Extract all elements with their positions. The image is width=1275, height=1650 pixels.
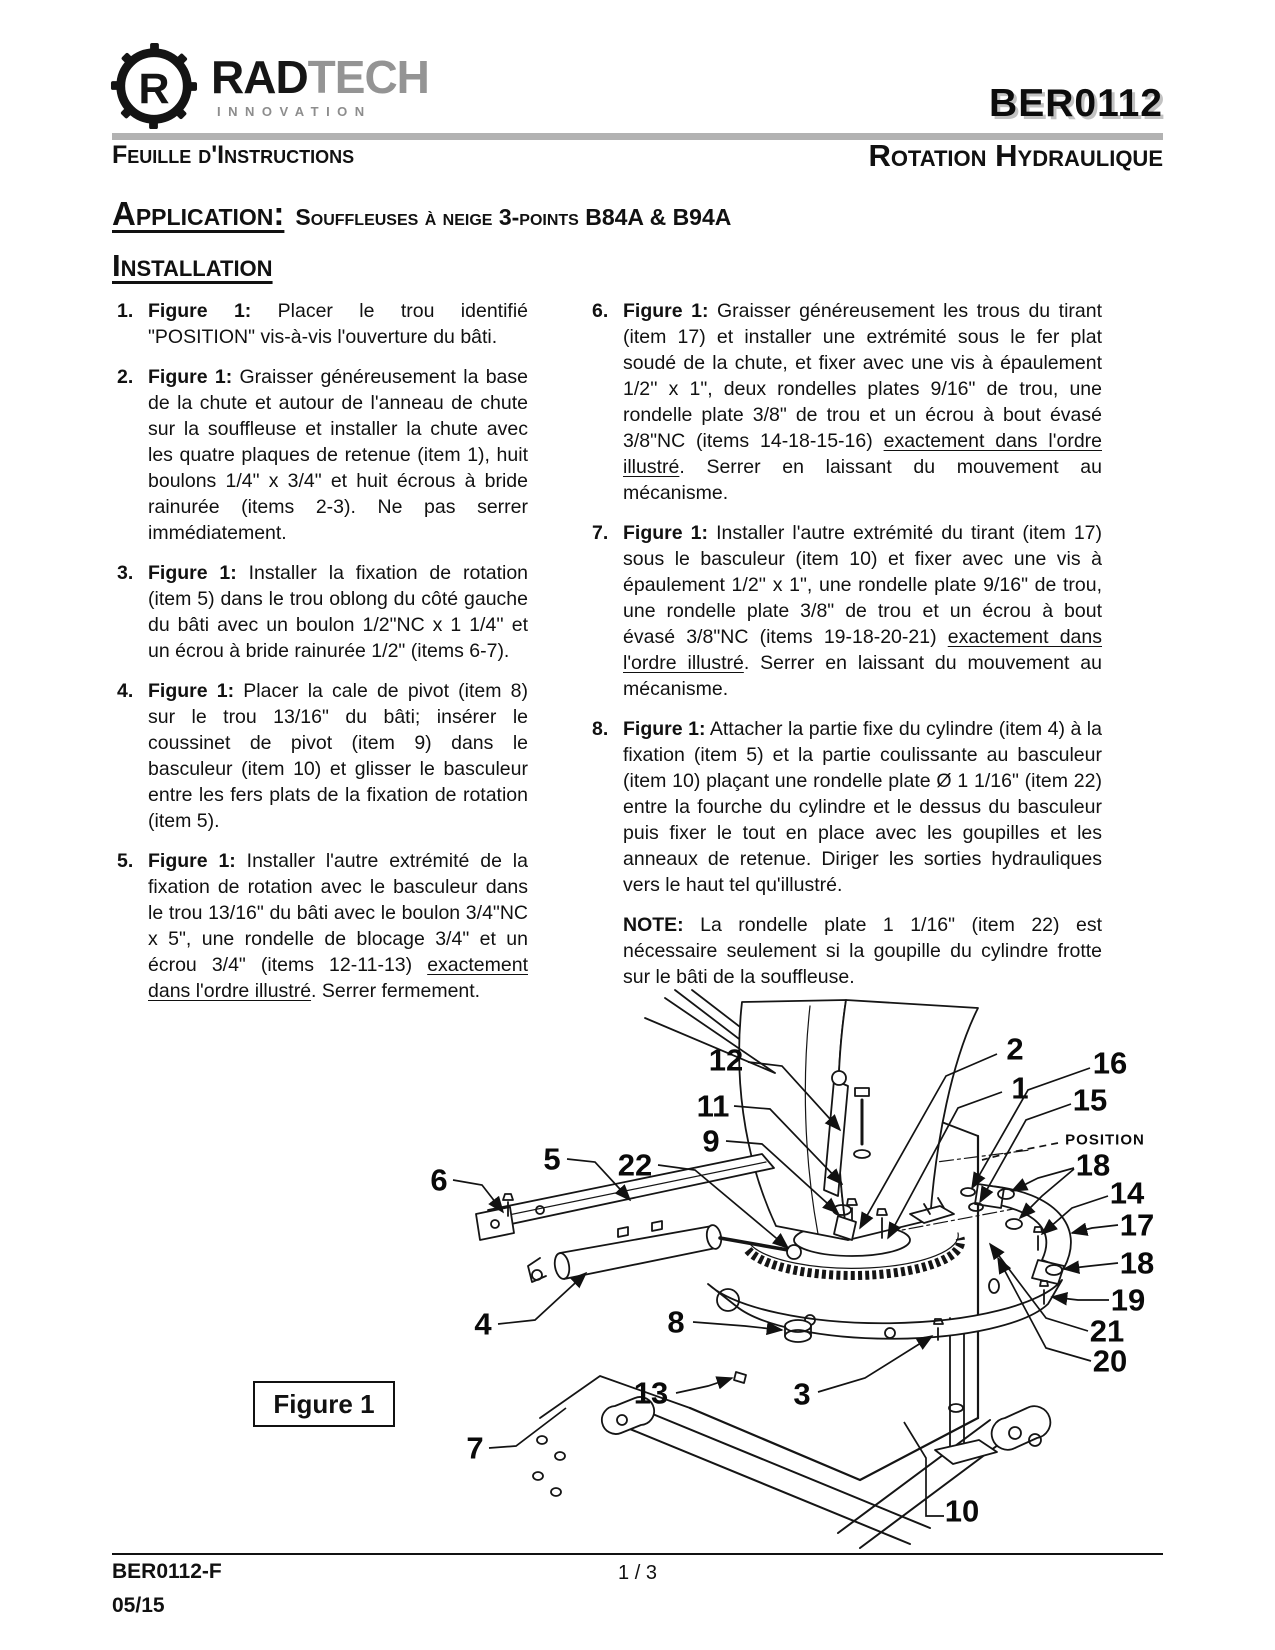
callout-label: 3: [793, 1376, 811, 1412]
callout-label: 5: [543, 1141, 561, 1177]
callout-label: 18: [1075, 1147, 1111, 1183]
radtech-gear-badge-icon: [110, 42, 198, 130]
instruction-text: Figure 1: Placer le trou identifié "POSITION" vis-à-vis l'ouverture du bâti.: [148, 300, 529, 348]
callout-label: 16: [1092, 1045, 1128, 1081]
instruction-text: Figure 1: Installer la fixation de rotation (item 5) dans le trou oblong du côté gauche du bâti avec un boulon 1/2"NC x 1 1/4'' et un écrou à bride rainurée 1/2" (items 6-7).: [148, 562, 529, 662]
instructions: [117, 298, 1102, 1018]
callout-leader: [498, 1273, 586, 1324]
callout-leader: [818, 1336, 932, 1392]
instruction-text: Figure 1: Graisser généreusement les trous du tirant (item 17) et installer une extrémité sous le fer plat soudé de la chute, et fixer avec une vis à épaulement 1/2'' x 1", deux rondelles plates 9/16" de trou, une rondelle plate 3/8" de trou et un écrou à bout évasé 3/8"NC (items 14-18-15-16) exactement dans l'ordre illustré. Serrer en laissant du mouvement au mécanisme.: [623, 300, 1102, 504]
callout-label: 18: [1119, 1245, 1155, 1281]
instruction-item: [592, 912, 1102, 990]
callout-label: 6: [430, 1162, 448, 1198]
instruction-number: 4.: [117, 680, 134, 702]
callout-label: 13: [633, 1375, 669, 1411]
footer-doc-code: BER0112-F: [112, 1560, 222, 1583]
callout-leader: [1064, 1263, 1118, 1269]
instruction-item: [592, 298, 1102, 506]
callout-label: POSITION: [1065, 1131, 1145, 1149]
callout-label: 8: [667, 1304, 685, 1340]
footer-date: 05/15: [112, 1594, 165, 1617]
application-label: Application:: [112, 195, 285, 232]
kit-title: Rotation Hydraulique: [868, 138, 1163, 173]
instructions-left-column: [117, 298, 528, 1018]
instruction-text: Figure 1: Graisser généreusement la base de la chute et autour de l'anneau de chute sur la souffleuse et installer la chute avec les quatre plaques de retenue (item 1), huit boulons 1/4" x 3/4" et huit écrous à bride rainurée (items 2-3). Ne pas serrer immédiatement.: [148, 366, 529, 544]
instruction-number: 5.: [117, 850, 134, 872]
callout-leader: [453, 1180, 503, 1212]
installation-heading: Installation: [112, 248, 273, 283]
instruction-number: 1.: [117, 300, 134, 322]
callout-label: 9: [702, 1123, 720, 1159]
radtech-logo: [110, 42, 429, 130]
callout-leader: [676, 1378, 732, 1393]
instruction-text: Figure 1: Installer l'autre extrémité du tirant (item 17) sous le basculeur (item 10) et fixer avec une vis à épaulement 1/2'' x 1", une rondelle plate 9/16" de trou, une rondelle plate 3/8" de trou et un écrou à bout évasé 3/8"NC (items 19-18-20-21) exactement dans l'ordre illustré. Serrer en laissant du mouvement au mécanisme.: [623, 522, 1103, 700]
basculeur-part: [708, 1280, 1062, 1342]
instruction-item: [117, 298, 528, 350]
callout-label: 7: [466, 1430, 484, 1466]
instruction-text: Figure 1: Installer l'autre extrémité de la fixation de rotation avec le basculeur dans le trou 13/16" du bâti avec le boulon 3/4"NC x 5", une rondelle de blocage 3/4" et un écrou 3/4" (items 12-11-13) exactement dans l'ordre illustré. Serrer fermement.: [148, 850, 528, 1002]
callout-label: 15: [1072, 1082, 1108, 1118]
callout-label: 14: [1109, 1175, 1145, 1211]
instruction-item: [592, 520, 1102, 702]
callout-label: 4: [474, 1306, 492, 1342]
brand-rad: RAD: [211, 50, 308, 103]
instruction-text: NOTE: La rondelle plate 1 1/16" (item 22) est nécessaire seulement si la goupille du cylindre frotte sur le bâti de la souffleuse.: [623, 914, 1102, 988]
callout-label: 10: [944, 1493, 980, 1529]
callout-label: 21: [1089, 1313, 1125, 1349]
brand-tagline: INNOVATION: [217, 103, 372, 119]
figure-label: Figure 1: [253, 1381, 395, 1427]
callout-label: 1: [1011, 1070, 1029, 1106]
instruction-number: 6.: [592, 300, 609, 322]
brand-tech: TECH: [307, 50, 429, 103]
application-heading: [112, 195, 731, 233]
instruction-item: [117, 364, 528, 546]
instruction-text: Figure 1: Attacher la partie fixe du cylindre (item 4) à la fixation (item 5) et la partie coulissante au basculeur (item 10) plaçant une rondelle plate Ø 1 1/16" (item 22) entre la fourche du cylindre et le dessus du basculeur puis fixer le tout en place avec les goupilles et les anneaux de retenue. Diriger les sorties hydrauliques vers le haut tel qu'illustré.: [623, 718, 1102, 896]
callout-label: 19: [1110, 1282, 1146, 1318]
instruction-number: 3.: [117, 562, 134, 584]
instruction-item: [117, 678, 528, 834]
callout-label: 20: [1092, 1343, 1128, 1379]
instructions-right-column: [592, 298, 1102, 1018]
instruction-number: 7.: [592, 522, 609, 544]
instruction-number: 8.: [592, 718, 609, 740]
application-value: Souffleuses à neige 3-points B84A & B94A: [295, 204, 732, 230]
callout-label: 11: [696, 1088, 730, 1124]
callout-label: 17: [1119, 1207, 1155, 1243]
instruction-item: [117, 560, 528, 664]
callout-leader: [489, 1408, 566, 1448]
instruction-item: [592, 716, 1102, 898]
footer-page-number: 1 / 3: [618, 1562, 657, 1584]
callout-label: 12: [708, 1042, 744, 1078]
callout-label: 2: [1006, 1031, 1024, 1067]
svg-text:R: R: [138, 64, 170, 113]
figure1-exploded-diagram: [390, 988, 1170, 1566]
instruction-number: 2.: [117, 366, 134, 388]
callout-leader: [1012, 1168, 1074, 1191]
footer-divider: [112, 1553, 1163, 1555]
instruction-text: Figure 1: Placer la cale de pivot (item 8) sur le trou 13/16" du bâti; insérer le coussinet de pivot (item 9) dans le basculeur (item 10) et glisser le basculeur entre les fers plats de la fixation de rotation (item 5).: [148, 680, 528, 832]
sheet-type-title: Feuille d'Instructions: [112, 141, 355, 169]
callout-leader: [1052, 1297, 1109, 1300]
instruction-item: [117, 848, 528, 1004]
document-number: BER0112: [989, 82, 1163, 125]
callout-label: 22: [617, 1147, 653, 1183]
radtech-wordmark: [211, 50, 429, 119]
callout-leader: [1072, 1225, 1118, 1233]
